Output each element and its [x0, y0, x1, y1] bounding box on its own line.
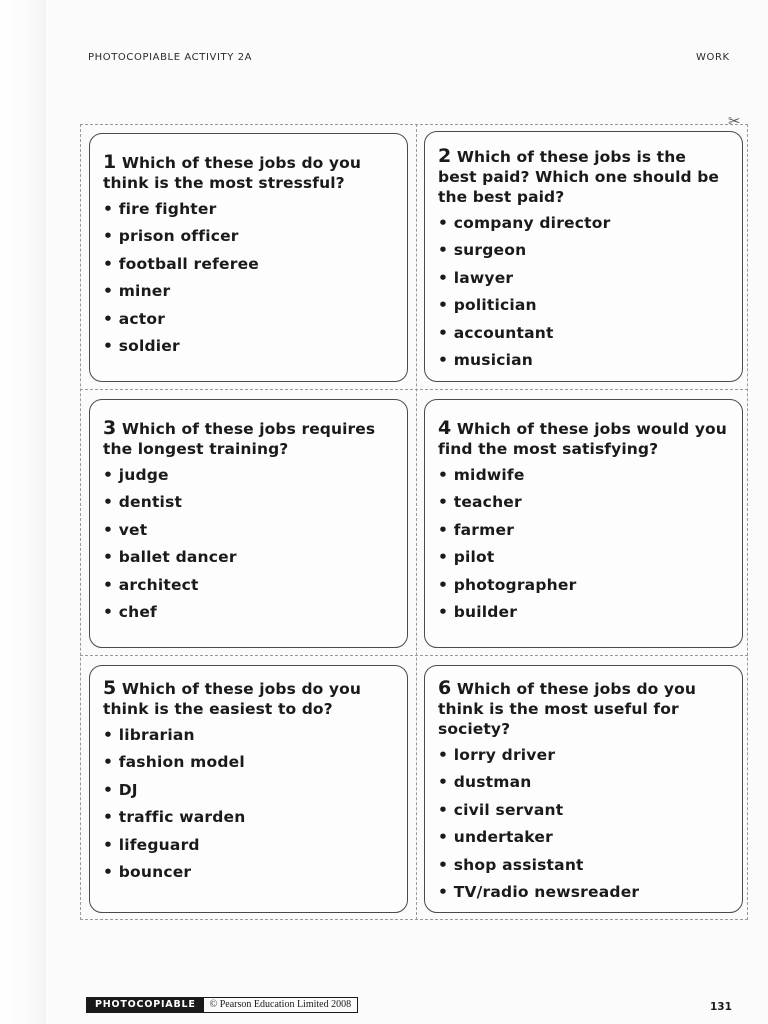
list-item: • ballet dancer	[103, 548, 237, 567]
card-question	[103, 678, 395, 719]
list-item: • vet	[103, 520, 148, 539]
question-card-2	[424, 131, 743, 382]
list-item: • fire fighter	[103, 200, 217, 218]
card-question	[103, 152, 395, 193]
list-item: • football referee	[103, 254, 260, 273]
list-item: • company director	[438, 214, 611, 232]
list-item: • miner	[103, 282, 171, 301]
list-item: • civil servant	[438, 800, 564, 819]
question-card-6	[424, 665, 743, 913]
copyright-text: © Pearson Education Limited 2008	[209, 999, 352, 1010]
card-question	[438, 678, 730, 739]
list-item: • soldier	[103, 337, 180, 356]
card-number: 4	[438, 417, 452, 439]
list-item: • lifeguard	[103, 835, 200, 854]
page-edge-shadow	[0, 0, 46, 1024]
card-question-text: Which of these jobs would you find the most satisfying?	[438, 420, 727, 458]
list-item: • teacher	[438, 493, 522, 512]
card-number: 2	[438, 145, 452, 167]
unit-header: WORK	[696, 52, 730, 63]
card-number: 6	[438, 677, 452, 699]
list-item: • actor	[103, 309, 166, 328]
copyright-footer	[86, 997, 358, 1013]
list-item: • shop assistant	[438, 855, 584, 874]
card-question-text: Which of these jobs is the best paid? Which one should be the best paid?	[438, 148, 720, 206]
question-card-4	[424, 399, 743, 648]
card-question-text: Which of these jobs do you think is the easiest to do?	[103, 680, 361, 718]
list-item: • surgeon	[438, 241, 527, 260]
list-item: • chef	[103, 603, 157, 622]
list-item: • builder	[438, 603, 518, 622]
card-question	[438, 418, 730, 459]
list-item: • librarian	[103, 726, 195, 744]
card-question-text: Which of these jobs requires the longest training?	[103, 420, 376, 458]
cut-line-horizontal-2	[80, 655, 748, 656]
scissors-icon: ✂	[728, 112, 741, 130]
list-item: • photographer	[438, 575, 577, 594]
list-item: • politician	[438, 296, 537, 315]
list-item: • traffic warden	[103, 808, 246, 827]
list-item: • dustman	[438, 773, 532, 792]
activity-header: PHOTOCOPIABLE ACTIVITY 2A	[88, 52, 253, 63]
cut-line-vertical	[416, 124, 417, 920]
cut-line-horizontal-1	[80, 389, 748, 390]
list-item: • bouncer	[103, 863, 192, 882]
list-item: • DJ	[103, 780, 138, 799]
question-card-5	[89, 665, 408, 913]
card-question	[103, 418, 395, 459]
list-item: • judge	[103, 466, 169, 484]
list-item: • musician	[438, 351, 534, 370]
question-card-3	[89, 399, 408, 648]
list-item: • dentist	[103, 493, 183, 512]
list-item: • accountant	[438, 323, 554, 342]
card-number: 5	[103, 677, 117, 699]
list-item: • architect	[103, 575, 199, 594]
page-number: 131	[710, 1001, 732, 1013]
question-card-1	[89, 133, 408, 382]
list-item: • TV/radio newsreader	[438, 883, 640, 902]
list-item: • farmer	[438, 520, 515, 539]
list-item: • lorry driver	[438, 746, 556, 764]
card-number: 1	[103, 151, 117, 173]
card-question	[438, 146, 730, 207]
list-item: • fashion model	[103, 753, 245, 772]
list-item: • midwife	[438, 466, 525, 484]
list-item: • undertaker	[438, 828, 553, 847]
photocopiable-label: PHOTOCOPIABLE	[87, 998, 204, 1012]
card-question-text: Which of these jobs do you think is the most useful for society?	[438, 680, 696, 738]
card-question-text: Which of these jobs do you think is the most stressful?	[103, 154, 361, 192]
list-item: • pilot	[438, 548, 495, 567]
card-number: 3	[103, 417, 117, 439]
list-item: • prison officer	[103, 227, 239, 246]
list-item: • lawyer	[438, 268, 514, 287]
